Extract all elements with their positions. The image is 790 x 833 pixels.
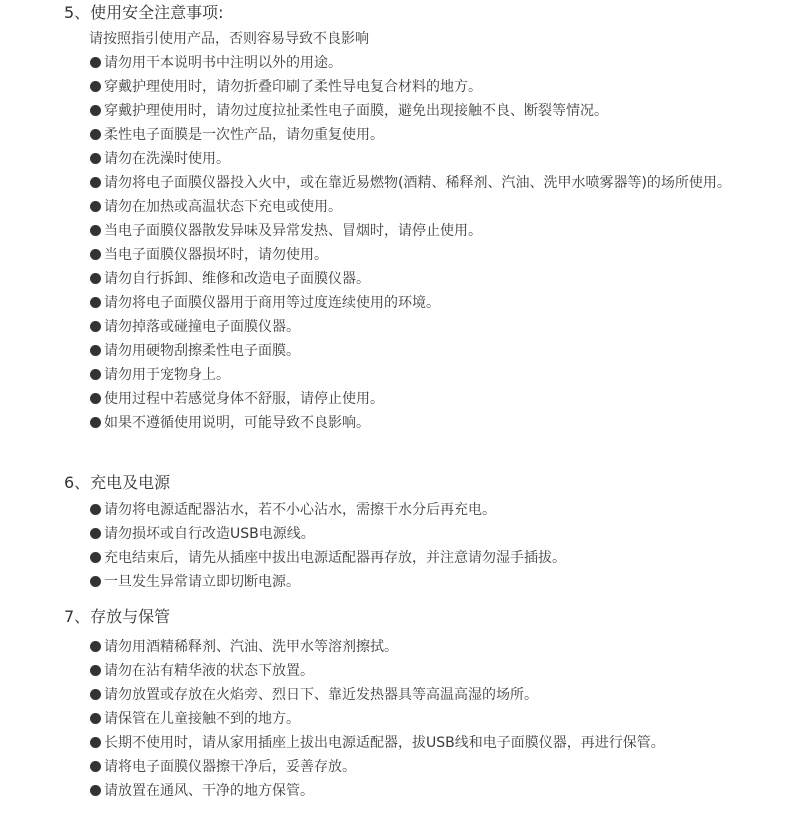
list-item: 请勿在洗澡时使用。 bbox=[89, 147, 779, 171]
list-item: 请勿放置或存放在火焰旁、烈日下、靠近发热器具等高温高湿的场所。 bbox=[89, 683, 779, 707]
list-item: 长期不使用时，请从家用插座上拔出电源适配器，拔USB线和电子面膜仪器，再进行保管。 bbox=[89, 731, 779, 755]
bullet-icon bbox=[90, 57, 101, 68]
list-item: 柔性电子面膜是一次性产品，请勿重复使用。 bbox=[89, 123, 779, 147]
list-item: 请保管在儿童接触不到的地方。 bbox=[89, 707, 779, 731]
bullet-icon bbox=[90, 737, 101, 748]
bullet-icon bbox=[90, 177, 101, 188]
list-item: 请勿损坏或自行改造USB电源线。 bbox=[89, 522, 779, 546]
bullet-icon bbox=[90, 417, 101, 428]
section-title: 6、充电及电源 bbox=[64, 473, 171, 492]
list-item: 充电结束后，请先从插座中拔出电源适配器再存放，并注意请勿湿手插拔。 bbox=[89, 546, 779, 570]
bullet-icon bbox=[90, 504, 101, 515]
storage-list bbox=[89, 635, 779, 803]
bullet-icon bbox=[90, 345, 101, 356]
list-item: 当电子面膜仪器损坏时，请勿使用。 bbox=[89, 243, 779, 267]
section-title: 5、使用安全注意事项: bbox=[64, 3, 224, 22]
bullet-icon bbox=[90, 713, 101, 724]
bullet-icon bbox=[90, 225, 101, 236]
bullet-icon bbox=[90, 528, 101, 539]
list-item: 请勿将电源适配器沾水，若不小心沾水，需擦干水分后再充电。 bbox=[89, 498, 779, 522]
bullet-icon bbox=[90, 273, 101, 284]
list-item: 请勿自行拆卸、维修和改造电子面膜仪器。 bbox=[89, 267, 779, 291]
bullet-icon bbox=[90, 321, 101, 332]
bullet-icon bbox=[90, 393, 101, 404]
list-item: 请勿用硬物刮擦柔性电子面膜。 bbox=[89, 339, 779, 363]
bullet-icon bbox=[90, 785, 101, 796]
section-intro: 请按照指引使用产品，否则容易导致不良影响 bbox=[89, 31, 369, 47]
bullet-icon bbox=[90, 105, 101, 116]
charging-list bbox=[89, 498, 779, 594]
list-item: 当电子面膜仪器散发异味及异常发热、冒烟时，请停止使用。 bbox=[89, 219, 779, 243]
safety-list bbox=[89, 51, 779, 435]
section-title: 7、存放与保管 bbox=[64, 607, 171, 626]
list-item: 请勿在加热或高温状态下充电或使用。 bbox=[89, 195, 779, 219]
list-item: 穿戴护理使用时，请勿折叠印刷了柔性导电复合材料的地方。 bbox=[89, 75, 779, 99]
list-item: 请勿在沾有精华液的状态下放置。 bbox=[89, 659, 779, 683]
list-item: 穿戴护理使用时，请勿过度拉扯柔性电子面膜，避免出现接触不良、断裂等情况。 bbox=[89, 99, 779, 123]
list-item: 如果不遵循使用说明，可能导致不良影响。 bbox=[89, 411, 779, 435]
bullet-icon bbox=[90, 761, 101, 772]
list-item: 请勿用酒精稀释剂、汽油、洗甲水等溶剂擦拭。 bbox=[89, 635, 779, 659]
list-item: 使用过程中若感觉身体不舒服，请停止使用。 bbox=[89, 387, 779, 411]
bullet-icon bbox=[90, 81, 101, 92]
bullet-icon bbox=[90, 641, 101, 652]
list-item: 请勿将电子面膜仪器用于商用等过度连续使用的环境。 bbox=[89, 291, 779, 315]
bullet-icon bbox=[90, 369, 101, 380]
bullet-icon bbox=[90, 153, 101, 164]
list-item: 请勿用于宠物身上。 bbox=[89, 363, 779, 387]
list-item: 请将电子面膜仪器擦干净后，妥善存放。 bbox=[89, 755, 779, 779]
list-item: 请勿掉落或碰撞电子面膜仪器。 bbox=[89, 315, 779, 339]
list-item: 请勿用干本说明书中注明以外的用途。 bbox=[89, 51, 779, 75]
bullet-icon bbox=[90, 552, 101, 563]
bullet-icon bbox=[90, 576, 101, 587]
bullet-icon bbox=[90, 689, 101, 700]
list-item: 请勿将电子面膜仪器投入火中，或在靠近易燃物(酒精、稀释剂、汽油、洗甲水喷雾器等)的场所使用。 bbox=[89, 171, 734, 195]
bullet-icon bbox=[90, 129, 101, 140]
bullet-icon bbox=[90, 297, 101, 308]
bullet-icon bbox=[90, 665, 101, 676]
list-item: 一旦发生异常请立即切断电源。 bbox=[89, 570, 779, 594]
list-item: 请放置在通风、干净的地方保管。 bbox=[89, 779, 779, 803]
bullet-icon bbox=[90, 201, 101, 212]
bullet-icon bbox=[90, 249, 101, 260]
